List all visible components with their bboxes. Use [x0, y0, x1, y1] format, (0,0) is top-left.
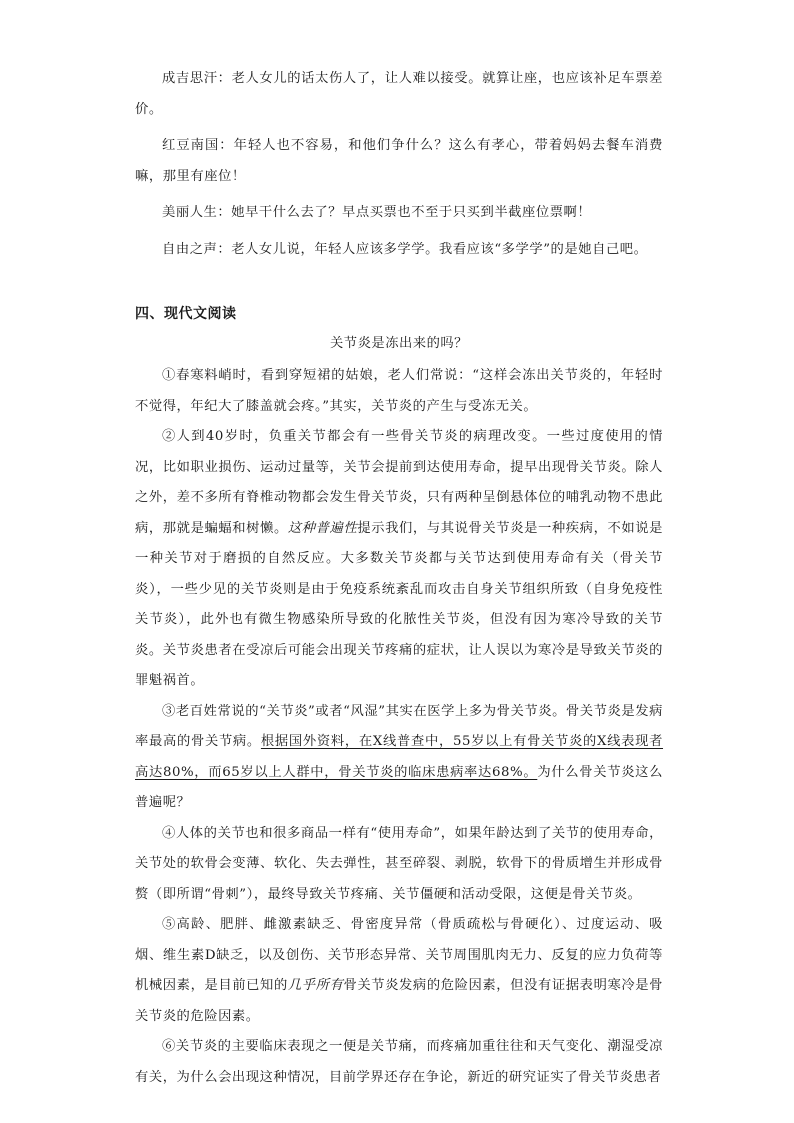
- comment-chengjisihan: 成吉思汗：老人女儿的话太伤人了，让人难以接受。就算让座，也应该补足车票差价。: [135, 71, 663, 117]
- paragraph-2-text-b: 提示我们，与其说骨关节炎是一种疾病，不如说是一种关节对于磨损的自然反应。大多数关节炎都与关节达到使用寿命有关（骨关节炎），一些少见的关节炎则是由于免疫系统紊乱而攻击自身关节组织所致（自身免疫性关节炎），此外也有微生物感染所导致的化脓性关节炎，但没有因为寒冷导致的关节炎。关节炎患者在受凉后可能会出现关节疼痛的症状，让人误以为寒冷是导致关节炎的罪魁祸首。: [135, 520, 663, 688]
- paragraph-2-text-a: ②人到40岁时，负重关节都会有一些骨关节炎的病理改变。一些过度使用的情况，比如职业损伤、运动过量等，关节会提前到达使用寿命，提早出现骨关节炎。除人之外，差不多所有脊椎动物都会发生骨关节炎，只有两种呈倒悬体位的哺乳动物不患此病，那就是蝙蝠和树懒。: [135, 429, 663, 536]
- comment-hongdounanguo: 红豆南国：年轻人也不容易，和他们争什么？这么有孝心，带着妈妈去餐车消费嘛，那里有座位！: [135, 138, 663, 184]
- section-heading: 四、现代文阅读: [135, 306, 237, 322]
- emphasized-phrase: 几乎所有: [287, 978, 344, 993]
- paragraph-3-text-a: ③老百姓常说的“关节炎”或者“风湿”其实在医学上多为骨关节炎。骨关节炎是发病率最高的骨关节病。: [135, 703, 663, 749]
- paragraph-5-text-b: 骨关节炎发病的危险因素，但没有证据表明寒冷是骨关节炎的危险因素。: [135, 978, 663, 1024]
- paragraph-5-text-a: ⑤高龄、肥胖、雌激素缺乏、骨密度异常（骨质疏松与骨硬化）、过度运动、吸烟、维生素D缺乏，以及创伤、关节形态异常、关节周围肌肉无力、反复的应力负荷等机械因素，是目前已知的: [135, 917, 663, 993]
- article-paragraph-4: ④人体的关节也和很多商品一样有“使用寿命”，如果年龄达到了关节的使用寿命，关节处的软骨会变薄、软化、失去弹性，甚至碎裂、剥脱，软骨下的骨质增生并形成骨赘（即所谓“骨刺”），最终导致关节疼痛、关节僵硬和活动受限，这便是骨关节炎。: [135, 825, 663, 902]
- comment-ziyouzhisheng: 自由之声：老人女儿说，年轻人应该多学学。我看应该“多学学”的是她自己吧。: [162, 241, 648, 257]
- page-content: [135, 64, 663, 1093]
- article-title: 关节炎是冻出来的吗？: [330, 336, 468, 351]
- underlined-sentence: 根据国外资料，在X线普查中，55岁以上有骨关节炎的X线表现者高达80%，而65岁以上人群中，骨关节炎的临床患病率达68%。: [135, 734, 664, 780]
- emphasized-phrase: 这种普遍性: [287, 520, 358, 536]
- article-paragraph-6: ⑥关节炎的主要临床表现之一便是关节痛，而疼痛加重往往和天气变化、潮湿受凉有关，为什么会出现这种情况，目前学界还存在争论，新近的研究证实了骨关节炎患者: [135, 1039, 663, 1085]
- article-paragraph-5: [135, 910, 663, 1032]
- comment-meilirensheng: 美丽人生：她早干什么去了？早点买票也不至于只买到半截座位票啊！: [162, 205, 592, 220]
- article-paragraph-2: [135, 422, 663, 697]
- article-paragraph-1: ①春寒料峭时，看到穿短裙的姑娘，老人们常说：“这样会冻出关节炎的，年轻时不觉得，年纪大了膝盖就会疼。”其实，关节炎的产生与受冻无关。: [135, 368, 663, 414]
- article-paragraph-3: [135, 697, 663, 819]
- paragraph-3-text-b: 为什么骨关节炎这么普遍呢？: [135, 764, 664, 810]
